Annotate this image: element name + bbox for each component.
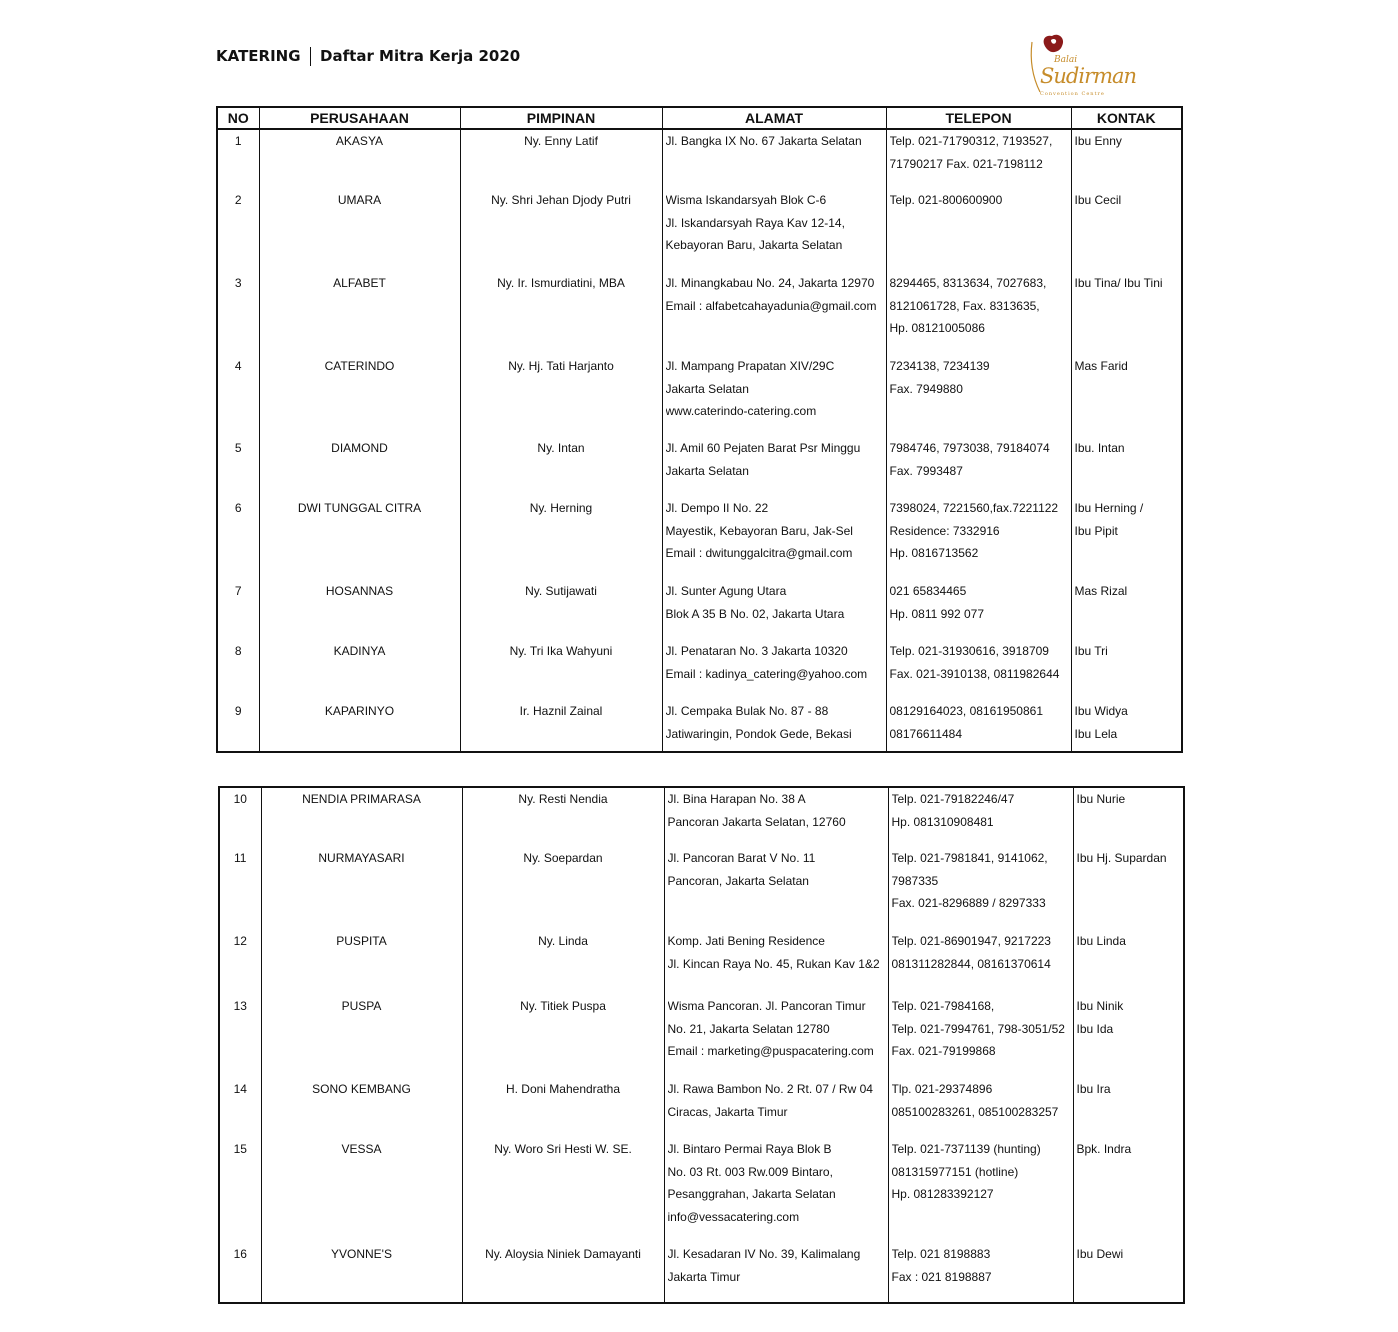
phone-cell (886, 129, 1071, 189)
company-name: VESSA (261, 1138, 462, 1243)
leader-name: Ny. Sutijawati (460, 580, 662, 640)
leader-name: Ny. Enny Latif (460, 129, 662, 189)
company-name: DIAMOND (259, 437, 460, 497)
contact-cell-line: Ibu Tina/ Ibu Tini (1074, 276, 1163, 290)
address-cell (662, 640, 886, 700)
phone-cell-line: Telp. 021-800600900 (889, 193, 1003, 207)
row-no: 6 (234, 501, 242, 515)
contact-cell-line: Ibu Ira (1076, 1082, 1111, 1096)
phone-cell-line: 081315977151 (hotline) (891, 1164, 1019, 1179)
phone-cell-line: Telp. 021-7984168, (891, 999, 995, 1013)
company-name: CATERINDO (259, 355, 460, 437)
title-section: KATERING (216, 47, 301, 65)
leader-name: Ny. Herning (460, 497, 662, 580)
phone-cell-line: 71790217 Fax. 021-7198112 (889, 156, 1043, 171)
phone-cell-line: 08129164023, 08161950861 (889, 704, 1043, 718)
contact-cell (1071, 497, 1182, 580)
table-header-row (217, 107, 1182, 129)
contact-cell (1071, 129, 1182, 189)
leader-name: Ny. Ir. Ismurdiatini, MBA (460, 272, 662, 355)
company-name: AKASYA (259, 129, 460, 189)
contact-cell-line: Ibu. Intan (1074, 441, 1125, 455)
phone-cell (888, 995, 1073, 1078)
contact-cell-line: Ibu Dewi (1076, 1247, 1124, 1261)
leader-name: Ir. Haznil Zainal (460, 700, 662, 752)
leader-name: Ny. Tri Ika Wahyuni (460, 640, 662, 700)
table-row (219, 995, 1184, 1078)
address-cell-line: Email : kadinya_catering@yahoo.com (665, 666, 868, 681)
phone-cell (886, 497, 1071, 580)
leader-name: Ny. Titiek Puspa (462, 995, 664, 1078)
phone-cell (886, 272, 1071, 355)
table-row (219, 787, 1184, 847)
row-no: 13 (233, 999, 247, 1013)
address-cell-line: Mayestik, Kebayoran Baru, Jak-Sel (665, 523, 853, 538)
contact-cell (1073, 1243, 1184, 1303)
contact-cell-line: Ibu Lela (1074, 726, 1118, 741)
title-text: Daftar Mitra Kerja 2020 (320, 47, 521, 65)
company-name: PUSPA (261, 995, 462, 1078)
address-cell (664, 847, 888, 930)
phone-cell-line: Fax : 021 8198887 (891, 1269, 992, 1284)
phone-cell-line: Hp. 08121005086 (889, 321, 985, 335)
address-cell-line: Jatiwaringin, Pondok Gede, Bekasi (665, 726, 852, 741)
contact-cell (1071, 700, 1182, 752)
address-cell-line: Jakarta Selatan (665, 463, 749, 478)
table-row (219, 847, 1184, 930)
address-cell (664, 787, 888, 847)
address-cell (662, 700, 886, 752)
phone-cell-line: Hp. 081310908481 (891, 814, 994, 829)
company-name: KAPARINYO (259, 700, 460, 752)
address-cell (664, 930, 888, 995)
address-cell (662, 580, 886, 640)
table-row (217, 437, 1182, 497)
address-cell-line: Pesanggrahan, Jakarta Selatan (667, 1187, 836, 1201)
phone-cell (886, 437, 1071, 497)
address-cell-line: Jl. Bangka IX No. 67 Jakarta Selatan (665, 134, 862, 148)
contact-cell (1071, 272, 1182, 355)
row-no: 4 (234, 359, 242, 373)
leader-name: Ny. Linda (462, 930, 664, 995)
address-cell (662, 189, 886, 272)
phone-cell-line: Telp. 021 8198883 (891, 1247, 991, 1261)
header-no: NO (217, 107, 259, 129)
contact-cell-line: Ibu Linda (1076, 934, 1126, 948)
company-name: SONO KEMBANG (261, 1078, 462, 1138)
table-row (219, 1078, 1184, 1138)
contact-cell (1073, 1138, 1184, 1243)
table-row (217, 640, 1182, 700)
address-cell (662, 355, 886, 437)
phone-cell-line: Telp. 021-86901947, 9217223 (891, 934, 1051, 948)
contact-cell-line: Mas Rizal (1074, 584, 1128, 598)
phone-cell-line: Hp. 0811 992 077 (889, 606, 985, 621)
address-cell-line: Jl. Amil 60 Pejaten Barat Psr Minggu (665, 441, 861, 455)
phone-cell-line: Residence: 7332916 (889, 523, 1000, 538)
row-no: 14 (233, 1082, 247, 1096)
row-no: 15 (233, 1142, 247, 1156)
contact-cell-line: Bpk. Indra (1076, 1142, 1132, 1156)
address-cell-line: No. 21, Jakarta Selatan 12780 (667, 1021, 830, 1036)
address-cell-line: Email : marketing@puspacatering.com (667, 1044, 874, 1058)
logo-subtitle: Convention Centre (1040, 91, 1105, 97)
leader-name: Ny. Hj. Tati Harjanto (460, 355, 662, 437)
row-no: 11 (234, 851, 247, 865)
table-row (217, 272, 1182, 355)
table-row (217, 497, 1182, 580)
address-cell-line: Jakarta Timur (667, 1269, 741, 1284)
partners-table-part1 (216, 106, 1183, 753)
contact-cell-line: Ibu Ninik (1076, 999, 1124, 1013)
contact-cell-line: Ibu Ida (1076, 1021, 1114, 1036)
contact-cell-line: Ibu Cecil (1074, 193, 1122, 207)
address-cell-line: Wisma Iskandarsyah Blok C-6 (665, 193, 827, 207)
address-cell-line: Jl. Pancoran Barat V No. 11 (667, 851, 816, 865)
leader-name: Ny. Resti Nendia (462, 787, 664, 847)
address-cell (664, 995, 888, 1078)
contact-cell-line: Ibu Widya (1074, 704, 1128, 718)
phone-cell-line: Telp. 021-71790312, 7193527, (889, 134, 1053, 148)
contact-cell (1071, 355, 1182, 437)
address-cell-line: Jl. Bina Harapan No. 38 A (667, 792, 806, 806)
address-cell (664, 1078, 888, 1138)
table-row (219, 930, 1184, 995)
balai-sudirman-logo (1026, 30, 1137, 100)
company-name: HOSANNAS (259, 580, 460, 640)
row-no: 5 (234, 441, 242, 455)
phone-cell-line: Fax. 021-3910138, 0811982644 (889, 666, 1060, 681)
contact-cell-line: Ibu Tri (1074, 644, 1108, 658)
phone-cell-line: 8294465, 8313634, 7027683, (889, 276, 1047, 290)
phone-cell (886, 640, 1071, 700)
phone-cell (886, 355, 1071, 437)
contact-cell-line: Ibu Nurie (1076, 792, 1126, 806)
phone-cell (888, 787, 1073, 847)
phone-cell-line: Telp. 021-7371139 (hunting) (891, 1142, 1041, 1156)
address-cell-line: Pancoran, Jakarta Selatan (667, 873, 809, 888)
leader-name: Ny. Soepardan (462, 847, 664, 930)
company-name: KADINYA (259, 640, 460, 700)
header-pimpinan: PIMPINAN (460, 107, 662, 129)
phone-cell-line: 08176611484 (889, 726, 963, 741)
phone-cell-line: Telp. 021-79182246/47 (891, 792, 1015, 806)
phone-cell-line: 021 65834465 (889, 584, 967, 598)
contact-cell (1073, 930, 1184, 995)
address-cell (662, 437, 886, 497)
phone-cell (886, 700, 1071, 752)
row-no: 1 (234, 134, 242, 148)
header-alamat: ALAMAT (662, 107, 886, 129)
phone-cell-line: Telp. 021-7981841, 9141062, (891, 851, 1048, 865)
contact-cell-line: Mas Farid (1074, 359, 1128, 373)
row-no: 2 (234, 193, 242, 207)
address-cell-line: info@vessacatering.com (667, 1209, 800, 1224)
address-cell-line: Jl. Minangkabau No. 24, Jakarta 12970 (665, 276, 875, 290)
phone-cell (888, 847, 1073, 930)
contact-cell (1071, 189, 1182, 272)
phone-cell-line: Fax. 021-8296889 / 8297333 (891, 896, 1046, 910)
table-body (217, 129, 1182, 752)
address-cell-line: Jakarta Selatan (665, 381, 749, 396)
contact-cell (1073, 787, 1184, 847)
leader-name: Ny. Intan (460, 437, 662, 497)
row-no: 12 (233, 934, 247, 948)
address-cell-line: Jl. Cempaka Bulak No. 87 - 88 (665, 704, 829, 718)
phone-cell (888, 930, 1073, 995)
contact-cell (1071, 640, 1182, 700)
phone-cell-line: 7234138, 7234139 (889, 359, 990, 373)
phone-cell-line: Fax. 7949880 (889, 381, 963, 396)
address-cell (662, 272, 886, 355)
address-cell (662, 129, 886, 189)
phone-cell-line: Fax. 021-79199868 (891, 1044, 996, 1058)
phone-cell-line: Hp. 0816713562 (889, 546, 979, 560)
contact-cell-line: Ibu Pipit (1074, 523, 1118, 538)
row-no: 8 (234, 644, 242, 658)
company-name: UMARA (259, 189, 460, 272)
table-body (219, 787, 1184, 1303)
contact-cell (1073, 995, 1184, 1078)
header-telepon: TELEPON (886, 107, 1071, 129)
phone-cell-line: 7398024, 7221560,fax.7221122 (889, 501, 1059, 515)
partners-table-part2 (218, 786, 1185, 1304)
contact-cell (1071, 580, 1182, 640)
contact-cell-line: Ibu Hj. Supardan (1076, 851, 1167, 865)
table-row (217, 355, 1182, 437)
table-row (219, 1243, 1184, 1303)
phone-cell-line: 085100283261, 085100283257 (891, 1104, 1059, 1119)
address-cell-line: Jl. Penataran No. 3 Jakarta 10320 (665, 644, 848, 658)
company-name: YVONNE'S (261, 1243, 462, 1303)
row-no: 16 (233, 1247, 247, 1261)
table-row (217, 189, 1182, 272)
address-cell-line: Pancoran Jakarta Selatan, 12760 (667, 814, 846, 829)
address-cell (664, 1138, 888, 1243)
address-cell (662, 497, 886, 580)
row-no: 3 (234, 276, 242, 290)
phone-cell-line: Telp. 021-7994761, 798-3051/52 (891, 1021, 1065, 1036)
phone-cell (888, 1078, 1073, 1138)
address-cell-line: Wisma Pancoran. Jl. Pancoran Timur (667, 999, 866, 1013)
document-title (216, 44, 520, 68)
address-cell-line: Ciracas, Jakarta Timur (667, 1104, 788, 1119)
address-cell-line: Jl. Mampang Prapatan XIV/29C (665, 359, 835, 373)
address-cell-line: Jl. Sunter Agung Utara (665, 584, 787, 598)
address-cell-line: Blok A 35 B No. 02, Jakarta Utara (665, 606, 845, 621)
phone-cell-line: Fax. 7993487 (889, 463, 963, 478)
contact-cell (1073, 847, 1184, 930)
phone-cell-line: Hp. 081283392127 (891, 1187, 994, 1201)
header-perusahaan: PERUSAHAAN (259, 107, 460, 129)
title-divider (310, 47, 312, 66)
phone-cell-line: Tlp. 021-29374896 (891, 1082, 993, 1096)
table-row (219, 1138, 1184, 1243)
logo-script-main: Sudirman (1040, 64, 1137, 88)
leader-name: Ny. Aloysia Niniek Damayanti (462, 1243, 664, 1303)
contact-cell-line: Ibu Herning / (1074, 501, 1144, 515)
phone-cell (886, 580, 1071, 640)
address-cell-line: Jl. Rawa Bambon No. 2 Rt. 07 / Rw 04 (667, 1082, 873, 1096)
leader-name: Ny. Shri Jehan Djody Putri (460, 189, 662, 272)
table-row (217, 700, 1182, 752)
company-name: NENDIA PRIMARASA (261, 787, 462, 847)
logo-script-small: Balai (1054, 55, 1078, 65)
address-cell-line: Email : dwitunggalcitra@gmail.com (665, 546, 853, 560)
address-cell-line: Jl. Kincan Raya No. 45, Rukan Kav 1&2 (667, 956, 880, 971)
phone-cell (886, 189, 1071, 272)
phone-cell (888, 1138, 1073, 1243)
row-no: 9 (234, 704, 242, 718)
company-name: ALFABET (259, 272, 460, 355)
phone-cell-line: Telp. 021-31930616, 3918709 (889, 644, 1049, 658)
row-no: 10 (233, 792, 247, 806)
phone-cell (888, 1243, 1073, 1303)
phone-cell-line: 8121061728, Fax. 8313635, (889, 298, 1040, 313)
address-cell-line: Kebayoran Baru, Jakarta Selatan (665, 238, 843, 252)
row-no: 7 (234, 584, 242, 598)
phone-cell-line: 7984746, 7973038, 79184074 (889, 441, 1050, 455)
table-row (217, 580, 1182, 640)
address-cell-line: No. 03 Rt. 003 Rw.009 Bintaro, (667, 1164, 833, 1179)
address-cell-line: Komp. Jati Bening Residence (667, 934, 825, 948)
address-cell-line: Jl. Kesadaran IV No. 39, Kalimalang (667, 1247, 861, 1261)
contact-cell-line: Ibu Enny (1074, 134, 1122, 148)
table-row (217, 129, 1182, 189)
address-cell-line: Jl. Dempo II No. 22 (665, 501, 769, 515)
phone-cell-line: 081311282844, 08161370614 (891, 956, 1051, 971)
address-cell-line: Email : alfabetcahayadunia@gmail.com (665, 298, 877, 313)
company-name: PUSPITA (261, 930, 462, 995)
address-cell-line: Jl. Iskandarsyah Raya Kav 12-14, (665, 215, 845, 230)
company-name: NURMAYASARI (261, 847, 462, 930)
phone-cell-line: 7987335 (891, 873, 939, 888)
leader-name: Ny. Woro Sri Hesti W. SE. (462, 1138, 664, 1243)
address-cell (664, 1243, 888, 1303)
contact-cell (1073, 1078, 1184, 1138)
company-name: DWI TUNGGAL CITRA (259, 497, 460, 580)
address-cell-line: www.caterindo-catering.com (665, 404, 817, 418)
address-cell-line: Jl. Bintaro Permai Raya Blok B (667, 1142, 832, 1156)
contact-cell (1071, 437, 1182, 497)
leader-name: H. Doni Mahendratha (462, 1078, 664, 1138)
header-kontak: KONTAK (1071, 107, 1182, 129)
